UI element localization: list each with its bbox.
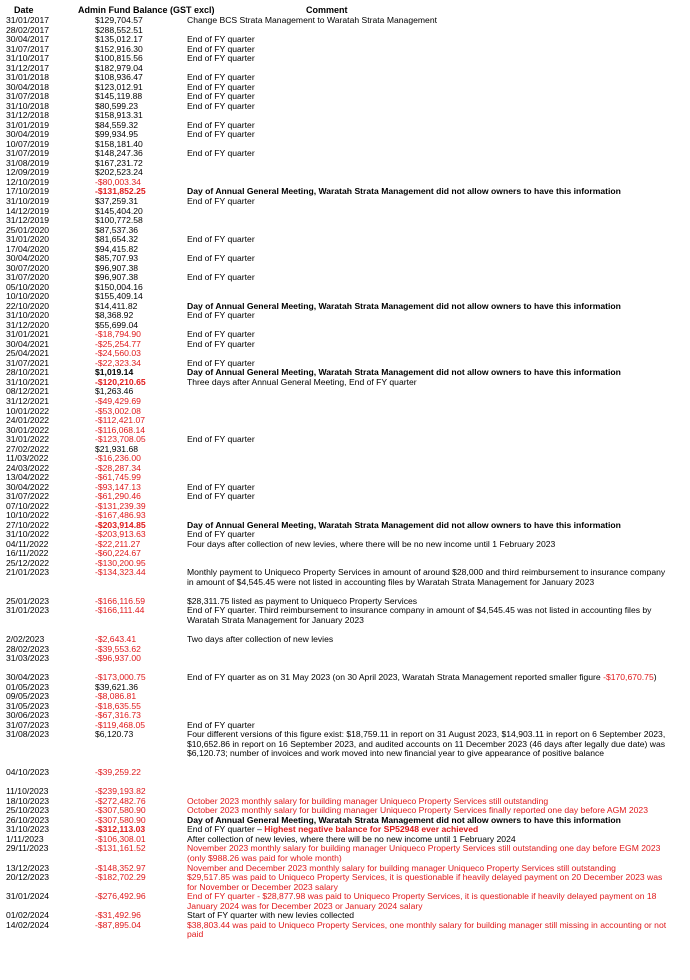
table-row <box>0 568 690 587</box>
row-date: 11/03/2022 <box>6 453 49 464</box>
row-date: 25/01/2023 <box>6 595 50 606</box>
row-comment-text: End of FY quarter <box>187 43 255 54</box>
row-balance: -$131,852.25 <box>95 186 146 197</box>
row-date: 31/10/2019 <box>6 195 50 206</box>
row-comment-text: End of FY quarter as on 31 May 2023 (on 30 April 2023, Waratah Strata Management reported smaller figure <box>187 672 604 683</box>
row-comment-text: End of FY quarter <box>187 34 255 45</box>
row-balance: -$119,468.05 <box>95 719 146 730</box>
header-balance: Admin Fund Balance (GST excl) <box>78 5 215 15</box>
row-comment-text: End of FY quarter <box>187 148 255 159</box>
row-date: 31/01/2020 <box>6 234 50 245</box>
row-balance: -$116,068.14 <box>95 424 146 435</box>
row-balance: $8,368.92 <box>95 310 134 321</box>
row-balance: $155,409.14 <box>95 291 143 302</box>
row-comment <box>187 264 667 274</box>
row-comment <box>187 445 667 455</box>
row-balance: -$67,316.73 <box>95 710 141 721</box>
row-date: 28/02/2023 <box>6 643 50 654</box>
row-balance: -$276,492.96 <box>95 891 146 902</box>
row-date: 31/12/2021 <box>6 395 50 406</box>
row-date: 25/01/2020 <box>6 224 50 235</box>
row-balance: -$18,635.55 <box>95 700 141 711</box>
row-date: 31/10/2023 <box>6 824 50 835</box>
row-comment-text: Four different versions of this figure exist: $18,759.11 in report on 31 August 2023, $14,903.11 in report on 6 September 2023, $10,652.86 in report on 16 September 2023, and audited accounts on 11 December 2023 (46 days after legally due date) was $6,120.73; number of invoices and work moved into new financial year to give appearance of positive balance <box>187 729 666 759</box>
row-comment-text: End of FY quarter <box>187 91 255 102</box>
row-balance: -$93,147.13 <box>95 481 141 492</box>
row-date: 29/11/2023 <box>6 843 49 854</box>
row-balance: -$39,259.22 <box>95 767 141 778</box>
row-date: 31/07/2022 <box>6 491 50 502</box>
row-date: 08/12/2021 <box>6 386 50 397</box>
row-comment <box>187 73 667 83</box>
row-comment <box>187 302 667 312</box>
row-comment-highlight: -$170,670.75 <box>603 672 654 683</box>
row-comment-text: End of FY quarter <box>187 719 255 730</box>
row-date: 24/01/2022 <box>6 415 50 426</box>
row-balance: -$87,895.04 <box>95 919 141 930</box>
row-comment <box>187 311 667 321</box>
row-balance: $145,119.88 <box>95 91 143 102</box>
row-balance: -$106,308.01 <box>95 833 146 844</box>
row-comment-text: November 2023 monthly salary for building manager Uniqueco Property Services still outstanding one day before EGM 2023 (only $988.26 was paid for whole month) <box>187 843 661 864</box>
row-balance: $87,537.36 <box>95 224 139 235</box>
row-comment-text: Day of Annual General Meeting, Waratah Strata Management did not allow owners to have this information <box>187 300 621 311</box>
row-comment <box>187 645 667 655</box>
row-comment-text: End of FY quarter <box>187 338 255 349</box>
row-balance: -$61,745.99 <box>95 472 141 483</box>
row-date: 31/07/2020 <box>6 272 50 283</box>
row-balance: -$203,914.85 <box>95 519 146 530</box>
row-comment <box>187 207 667 217</box>
row-comment-text: $28,311.75 listed as payment to Uniqueco Property Services <box>187 595 418 606</box>
row-comment-text: Day of Annual General Meeting, Waratah Strata Management did not allow owners to have this information <box>187 367 621 378</box>
row-date: 10/10/2022 <box>6 510 50 521</box>
row-balance: -$239,193.82 <box>95 786 146 797</box>
row-date: 30/04/2020 <box>6 253 50 264</box>
row-comment-text: End of FY quarter <box>187 310 255 321</box>
row-date: 10/10/2020 <box>6 291 50 302</box>
row-balance: -$16,236.00 <box>95 453 141 464</box>
row-date: 31/12/2019 <box>6 215 50 226</box>
row-comment-text: $29,517.85 was paid to Uniqueco Property Services, it is questionable if heavily delayed payment on 20 December 2023 was for November or December 2023 salary <box>187 872 663 892</box>
row-date: 09/05/2023 <box>6 691 50 702</box>
row-comment-text: November and December 2023 monthly salary for building manager Uniqueco Property Services still outstanding <box>187 862 616 873</box>
row-comment <box>187 844 667 863</box>
row-balance: -$49,429.69 <box>95 395 141 406</box>
row-comment-text: End of FY quarter <box>187 100 255 111</box>
row-balance: -$131,239.39 <box>95 500 146 511</box>
row-balance: -$112,421.07 <box>95 415 146 426</box>
row-date: 31/07/2021 <box>6 357 50 368</box>
row-date: 30/06/2023 <box>6 710 50 721</box>
row-balance: -$166,111.44 <box>95 605 145 616</box>
row-date: 31/12/2020 <box>6 319 50 330</box>
row-date: 31/10/2020 <box>6 310 50 321</box>
row-balance: -$31,492.96 <box>95 910 141 921</box>
row-date: 30/04/2019 <box>6 129 50 140</box>
row-balance: -$134,323.44 <box>95 567 146 578</box>
row-balance: $99,934.95 <box>95 129 139 140</box>
row-comment-text: End of FY quarter - $28,877.98 was paid to Uniqueco Property Services, it is questionable if heavily delayed payment on 18 January 2024 was for December 2023 or January 2024 salary <box>187 891 657 911</box>
row-date: 25/12/2022 <box>6 557 50 568</box>
row-balance: -$96,937.00 <box>95 653 141 664</box>
row-comment <box>187 340 667 350</box>
row-balance: $158,913.31 <box>95 110 143 121</box>
row-date: 31/07/2018 <box>6 91 50 102</box>
header-comment: Comment <box>306 5 348 15</box>
row-balance: $39,621.36 <box>95 681 139 692</box>
row-comment-text: $38,803.44 was paid to Uniqueco Property Services, one monthly salary for building manager still missing in accounting or not paid <box>187 919 667 940</box>
row-balance: $55,699.04 <box>95 319 139 330</box>
row-balance: -$22,211.27 <box>95 538 141 549</box>
row-balance: $80,599.23 <box>95 100 139 111</box>
row-comment <box>187 378 667 388</box>
row-balance: $96,907.38 <box>95 272 139 283</box>
row-comment-text: End of FY quarter <box>187 357 255 368</box>
row-comment-text: End of FY quarter <box>187 129 255 140</box>
row-date: 28/02/2017 <box>6 24 50 35</box>
table-row <box>0 892 690 911</box>
row-balance: $1,263.46 <box>95 386 134 397</box>
row-comment-text: After collection of new levies, where there will be no new income until 1 February 2024 <box>187 833 516 844</box>
row-comment <box>187 45 667 55</box>
row-balance: $1,019.14 <box>95 367 134 378</box>
row-comment <box>187 673 667 683</box>
row-date: 31/01/2022 <box>6 434 50 445</box>
row-date: 31/01/2024 <box>6 891 50 902</box>
row-comment-text: Three days after Annual General Meeting, End of FY quarter <box>187 376 417 387</box>
row-date: 18/10/2023 <box>6 795 50 806</box>
row-date: 31/07/2017 <box>6 43 50 54</box>
row-balance: -$61,290.46 <box>95 491 141 502</box>
row-balance: $288,552.51 <box>95 24 143 35</box>
row-comment <box>187 426 667 436</box>
row-comment <box>187 768 667 778</box>
row-balance: -$167,486.93 <box>95 510 146 521</box>
row-balance: $96,907.38 <box>95 262 139 273</box>
row-comment <box>187 454 667 464</box>
row-date: 01/05/2023 <box>6 681 50 692</box>
header-date: Date <box>14 5 34 15</box>
row-date: 31/10/2022 <box>6 529 50 540</box>
row-balance: $152,916.30 <box>95 43 143 54</box>
row-date: 31/10/2021 <box>6 376 50 387</box>
row-date: 27/10/2022 <box>6 519 50 530</box>
row-comment <box>187 730 667 759</box>
row-comment-text: End of FY quarter <box>187 119 255 130</box>
row-balance: $150,004.16 <box>95 281 143 292</box>
row-date: 30/04/2023 <box>6 672 50 683</box>
row-balance: -$130,200.95 <box>95 557 146 568</box>
row-comment <box>187 397 667 407</box>
row-date: 21/01/2023 <box>6 567 50 578</box>
row-comment <box>187 464 667 474</box>
row-comment <box>187 330 667 340</box>
row-balance: -$307,580.90 <box>95 814 146 825</box>
row-comment <box>187 521 667 531</box>
row-balance: $81,654.32 <box>95 234 139 245</box>
row-comment-text: End of FY quarter <box>187 234 255 245</box>
row-comment-text: End of FY quarter <box>187 481 255 492</box>
row-date: 31/07/2019 <box>6 148 50 159</box>
row-comment-text: Two days after collection of new levies <box>187 634 334 645</box>
table-row <box>0 873 690 892</box>
row-comment <box>187 435 667 445</box>
row-comment <box>187 892 667 911</box>
row-comment-text: End of FY quarter <box>187 53 255 64</box>
row-date: 17/10/2019 <box>6 186 50 197</box>
row-balance: -$312,113.03 <box>95 824 146 835</box>
row-comment <box>187 245 667 255</box>
table-row <box>0 654 690 664</box>
row-balance: $167,231.72 <box>95 157 143 168</box>
row-balance: $108,936.47 <box>95 72 143 83</box>
row-date: 30/01/2022 <box>6 424 50 435</box>
row-balance: $100,772.58 <box>95 215 143 226</box>
row-comment <box>187 235 667 245</box>
row-comment <box>187 226 667 236</box>
row-comment <box>187 321 667 331</box>
row-date: 31/01/2017 <box>6 15 50 25</box>
row-date: 14/12/2019 <box>6 205 50 216</box>
row-comment <box>187 473 667 483</box>
row-date: 31/08/2019 <box>6 157 50 168</box>
row-date: 24/03/2022 <box>6 462 50 473</box>
row-comment <box>187 140 667 150</box>
row-comment-text: End of FY quarter <box>187 529 255 540</box>
row-date: 31/10/2018 <box>6 100 50 111</box>
row-comment <box>187 483 667 493</box>
row-date: 31/12/2017 <box>6 62 50 73</box>
row-balance: $145,404.20 <box>95 205 143 216</box>
row-comment <box>187 64 667 74</box>
row-balance: $94,415.82 <box>95 243 139 254</box>
row-date: 28/10/2021 <box>6 367 50 378</box>
row-comment <box>187 168 667 178</box>
row-comment-tail: ) <box>653 672 657 683</box>
row-comment <box>187 54 667 64</box>
row-balance: -$123,708.05 <box>95 434 146 445</box>
row-comment <box>187 502 667 512</box>
row-balance: -$39,553.62 <box>95 643 141 654</box>
row-comment <box>187 349 667 359</box>
row-date: 11/10/2023 <box>6 786 49 797</box>
row-date: 31/10/2017 <box>6 53 50 64</box>
row-date: 2/02/2023 <box>6 634 45 645</box>
row-date: 30/07/2020 <box>6 262 50 273</box>
row-balance: -$80,003.34 <box>95 176 141 187</box>
row-comment <box>187 111 667 121</box>
table-row <box>0 844 690 863</box>
row-date: 31/01/2023 <box>6 605 50 616</box>
row-comment <box>187 159 667 169</box>
row-date: 31/01/2018 <box>6 72 50 83</box>
row-comment <box>187 26 667 36</box>
row-balance: $182,979.04 <box>95 62 143 73</box>
row-balance: -$166,116.59 <box>95 595 146 606</box>
row-date: 1/11/2023 <box>6 833 44 844</box>
row-comment <box>187 283 667 293</box>
row-balance: -$28,287.34 <box>95 462 141 473</box>
row-date: 12/10/2019 <box>6 176 50 187</box>
row-date: 25/10/2023 <box>6 805 50 816</box>
row-comment-text: End of FY quarter. Third reimbursement to insurance company in amount of $4,545.45 was not listed in accounting files by Waratah Strata Management for January 2023 <box>187 605 652 625</box>
row-comment <box>187 654 667 664</box>
row-comment <box>187 102 667 112</box>
row-date: 20/12/2023 <box>6 872 50 883</box>
row-date: 16/11/2022 <box>6 548 49 559</box>
table-row <box>0 606 690 625</box>
row-comment-text: Day of Annual General Meeting, Waratah Strata Management did not allow owners to have this information <box>187 519 621 530</box>
row-balance: -$25,254.77 <box>95 338 141 349</box>
row-balance: -$148,352.97 <box>95 862 146 873</box>
row-comment <box>187 540 667 550</box>
row-comment-highlight: Highest negative balance for SP52948 ever achieved <box>264 824 479 835</box>
row-balance: $6,120.73 <box>95 729 134 740</box>
row-comment-text: Four days after collection of new levies, where there will be no new income until 1 February 2023 <box>187 538 556 549</box>
row-comment-text: Change BCS Strata Management to Waratah Strata Management <box>187 15 437 25</box>
row-balance: $84,559.32 <box>95 119 139 130</box>
row-comment <box>187 273 667 283</box>
table-row <box>0 768 690 778</box>
row-comment <box>187 149 667 159</box>
row-date: 04/11/2022 <box>6 538 49 549</box>
row-comment <box>187 216 667 226</box>
row-comment <box>187 692 667 702</box>
row-balance: -$22,323.34 <box>95 357 141 368</box>
row-date: 01/02/2024 <box>6 910 50 921</box>
row-date: 13/12/2023 <box>6 862 50 873</box>
row-comment-text: October 2023 monthly salary for building manager Uniqueco Property Services finally reported one day before AGM 2023 <box>187 805 648 816</box>
row-balance: -$18,794.90 <box>95 329 141 340</box>
row-comment <box>187 254 667 264</box>
row-balance: -$182,702.29 <box>95 872 146 883</box>
row-balance: -$307,580.90 <box>95 805 146 816</box>
row-comment <box>187 35 667 45</box>
row-balance: -$24,560.03 <box>95 348 141 359</box>
row-comment <box>187 187 667 197</box>
row-comment <box>187 711 667 721</box>
row-balance: -$60,224.67 <box>95 548 141 559</box>
row-date: 31/08/2023 <box>6 729 50 740</box>
row-comment <box>187 635 667 645</box>
row-comment-text: End of FY quarter – <box>187 824 265 835</box>
row-comment-text: End of FY quarter <box>187 81 255 92</box>
row-balance: $37,259.31 <box>95 195 139 206</box>
row-balance: $85,707.93 <box>95 253 139 264</box>
row-balance: -$120,210.65 <box>95 376 146 387</box>
row-date: 27/02/2022 <box>6 443 50 454</box>
row-balance: -$2,643.41 <box>95 634 137 645</box>
table-row <box>0 921 690 940</box>
row-comment <box>187 121 667 131</box>
row-balance: $21,931.68 <box>95 443 139 454</box>
row-comment-text: End of FY quarter <box>187 253 255 264</box>
row-comment-text: Monthly payment to Uniqueco Property Services in amount of around $28,000 and third reimbursement to insurance company in amount of $4,545.45 were not listed in accounting files by Waratah Strata Management for January 2023 <box>187 567 666 587</box>
row-comment <box>187 92 667 102</box>
row-comment <box>187 568 667 587</box>
row-date: 12/09/2019 <box>6 167 50 178</box>
row-comment <box>187 83 667 93</box>
row-date: 31/12/2018 <box>6 110 50 121</box>
row-balance: -$53,002.08 <box>95 405 141 416</box>
row-date: 30/04/2022 <box>6 481 50 492</box>
table-row <box>0 730 690 759</box>
row-comment-text: End of FY quarter <box>187 329 255 340</box>
row-date: 30/04/2021 <box>6 338 50 349</box>
row-date: 31/01/2019 <box>6 119 50 130</box>
row-comment-text: End of FY quarter <box>187 272 255 283</box>
row-balance: -$203,913.63 <box>95 529 146 540</box>
row-date: 31/01/2021 <box>6 329 50 340</box>
row-balance: $123,012.91 <box>95 81 143 92</box>
row-date: 05/10/2020 <box>6 281 50 292</box>
row-comment <box>187 387 667 397</box>
row-date: 31/03/2023 <box>6 653 50 664</box>
admin-fund-table <box>0 16 690 940</box>
row-balance: -$131,161.52 <box>95 843 146 854</box>
row-balance: $135,012.17 <box>95 34 143 45</box>
row-date: 10/07/2019 <box>6 138 50 149</box>
row-comment <box>187 921 667 940</box>
row-balance: $148,247.36 <box>95 148 143 159</box>
row-comment <box>187 702 667 712</box>
row-date: 07/10/2022 <box>6 500 50 511</box>
row-comment <box>187 873 667 892</box>
row-date: 10/01/2022 <box>6 405 50 416</box>
row-date: 25/04/2021 <box>6 348 50 359</box>
row-comment-text: End of FY quarter <box>187 434 255 445</box>
row-comment-text: Day of Annual General Meeting, Waratah Strata Management did not allow owners to have this information <box>187 186 621 197</box>
row-comment-text: End of FY quarter <box>187 491 255 502</box>
row-balance: $100,815.56 <box>95 53 143 64</box>
row-comment <box>187 407 667 417</box>
row-comment <box>187 683 667 693</box>
row-comment <box>187 130 667 140</box>
row-date: 30/04/2018 <box>6 81 50 92</box>
row-balance: $158,181.40 <box>95 138 143 149</box>
row-date: 30/04/2017 <box>6 34 50 45</box>
row-balance: -$8,086.81 <box>95 691 137 702</box>
row-comment-text: October 2023 monthly salary for building manager Uniqueco Property Services still outstanding <box>187 795 549 806</box>
row-date: 31/05/2023 <box>6 700 50 711</box>
row-balance: $129,704.57 <box>95 15 143 25</box>
row-comment <box>187 549 667 559</box>
row-comment-text: Start of FY quarter with new levies collected <box>187 910 355 921</box>
row-comment-text: End of FY quarter <box>187 195 255 206</box>
row-date: 31/07/2023 <box>6 719 50 730</box>
row-comment-text: Day of Annual General Meeting, Waratah Strata Management did not allow owners to have this information <box>187 814 621 825</box>
row-comment <box>187 197 667 207</box>
row-date: 17/04/2020 <box>6 243 50 254</box>
row-date: 22/10/2020 <box>6 300 50 311</box>
row-comment <box>187 16 667 26</box>
row-balance: $14,411.82 <box>95 300 138 311</box>
row-comment <box>187 416 667 426</box>
row-date: 26/10/2023 <box>6 814 50 825</box>
row-balance: -$272,482.76 <box>95 795 146 806</box>
row-balance: -$173,000.75 <box>95 672 146 683</box>
row-comment <box>187 492 667 502</box>
row-comment <box>187 606 667 625</box>
row-date: 14/02/2024 <box>6 919 50 930</box>
row-comment-text: End of FY quarter <box>187 72 255 83</box>
row-balance: $202,523.24 <box>95 167 143 178</box>
row-date: 04/10/2023 <box>6 767 50 778</box>
row-date: 13/04/2022 <box>6 472 50 483</box>
